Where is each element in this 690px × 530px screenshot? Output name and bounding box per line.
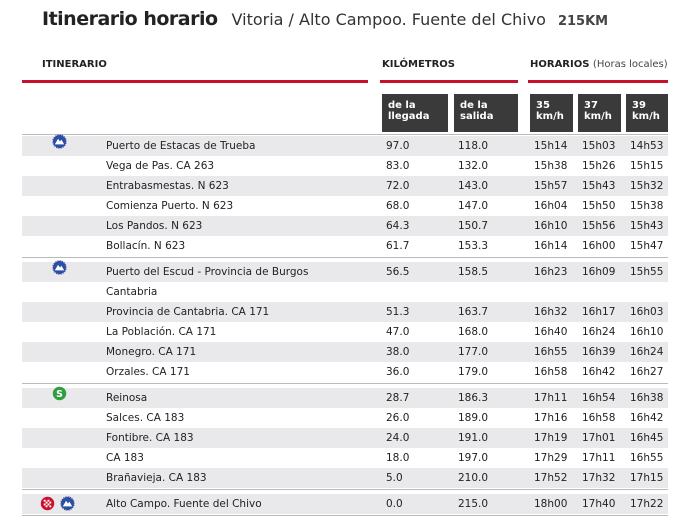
km-salida: 147.0 [458,200,489,212]
time-39: 16h45 [630,432,664,444]
time-39: 15h38 [630,200,664,212]
table-row [22,342,668,362]
place-name: Bollacín. N 623 [106,240,186,252]
time-35: 16h04 [534,200,568,212]
place-name: Entrabasmestas. N 623 [106,180,229,192]
time-35: 16h40 [534,326,568,338]
time-39: 14h53 [630,140,664,152]
km-llegada: 47.0 [386,326,410,338]
place-name: La Población. CA 171 [106,326,217,338]
table-row [22,388,668,408]
table-bottom-border [22,515,668,516]
km-salida: 143.0 [458,180,489,192]
km-salida: 163.7 [458,306,489,318]
table-row [22,428,668,448]
col-km-llegada: de la llegada [382,94,448,132]
table-row [22,262,668,282]
divider-itinerario [22,80,368,83]
time-37: 17h40 [582,498,616,510]
col-speed-35: 35 km/h [530,94,573,132]
table-row [22,236,668,256]
time-37: 16h58 [582,412,616,424]
km-salida: 197.0 [458,452,489,464]
time-35: 17h29 [534,452,568,464]
time-39: 15h47 [630,240,664,252]
sprint-icon [52,386,67,401]
table-row [22,176,668,196]
km-llegada: 38.0 [386,346,410,358]
km-salida: 189.0 [458,412,489,424]
mountain-kom-icon [60,496,75,511]
time-37: 17h01 [582,432,616,444]
section-itinerario: ITINERARIO [42,59,107,70]
time-35: 18h00 [534,498,568,510]
place-name: Puerto del Escud - Provincia de Burgos [106,266,309,278]
time-35: 16h14 [534,240,568,252]
time-39: 16h55 [630,452,664,464]
km-llegada: 83.0 [386,160,410,172]
table-row [22,362,668,382]
time-39: 15h55 [630,266,664,278]
time-37: 15h56 [582,220,616,232]
time-35: 16h32 [534,306,568,318]
time-37: 16h24 [582,326,616,338]
horarios-sublabel: (Horas locales) [592,59,668,70]
table-row [22,156,668,176]
time-35: 16h10 [534,220,568,232]
km-llegada: 61.7 [386,240,410,252]
time-39: 15h43 [630,220,664,232]
section-kilometros: KILÓMETROS [382,59,455,70]
table-top-border [22,134,668,135]
place-name: Puerto de Estacas de Trueba [106,140,256,152]
table-row [22,468,668,488]
km-salida: 168.0 [458,326,489,338]
table-row [22,322,668,342]
time-37: 16h54 [582,392,616,404]
time-39: 16h03 [630,306,664,318]
time-37: 15h43 [582,180,616,192]
col-km-salida: de la salida [454,94,518,132]
place-name: Comienza Puerto. N 623 [106,200,234,212]
section-horarios [530,59,668,70]
time-39: 16h10 [630,326,664,338]
km-salida: 158.5 [458,266,489,278]
place-name: Alto Campo. Fuente del Chivo [106,498,262,510]
time-39: 17h22 [630,498,664,510]
time-39: 16h42 [630,412,664,424]
time-35: 16h23 [534,266,568,278]
km-llegada: 97.0 [386,140,410,152]
km-salida: 132.0 [458,160,489,172]
place-name: Los Pandos. N 623 [106,220,203,232]
col-speed-39: 39 km/h [626,94,668,132]
itinerary-table [22,136,668,516]
km-salida: 186.3 [458,392,489,404]
time-39: 17h15 [630,472,664,484]
km-llegada: 68.0 [386,200,410,212]
time-39: 16h24 [630,346,664,358]
route-distance: 215KM [557,14,609,29]
col-speed-37: 37 km/h [578,94,621,132]
table-row [22,408,668,428]
km-llegada: 26.0 [386,412,410,424]
km-llegada: 18.0 [386,452,410,464]
km-llegada: 64.3 [386,220,410,232]
km-llegada: 24.0 [386,432,410,444]
time-37: 15h03 [582,140,616,152]
time-37: 17h32 [582,472,616,484]
divider-kilometros [380,80,518,83]
km-salida: 210.0 [458,472,489,484]
time-37: 16h17 [582,306,616,318]
time-39: 15h32 [630,180,664,192]
km-salida: 153.3 [458,240,489,252]
time-37: 17h11 [582,452,616,464]
km-salida: 191.0 [458,432,489,444]
km-salida: 150.7 [458,220,489,232]
place-name: Orzales. CA 171 [106,366,190,378]
time-37: 16h09 [582,266,616,278]
mountain-kom-icon [52,134,67,149]
place-name: Cantabria [106,286,158,298]
mountain-kom-icon [52,260,67,275]
km-salida: 177.0 [458,346,489,358]
time-39: 15h15 [630,160,664,172]
time-35: 17h16 [534,412,568,424]
time-35: 16h55 [534,346,568,358]
place-name: Provincia de Cantabria. CA 171 [106,306,270,318]
km-llegada: 56.5 [386,266,410,278]
page-header [42,8,608,30]
time-35: 15h38 [534,160,568,172]
time-35: 17h19 [534,432,568,444]
place-name: Salces. CA 183 [106,412,185,424]
place-name: Vega de Pas. CA 263 [106,160,215,172]
table-row [22,448,668,468]
table-row [22,494,668,514]
table-row [22,196,668,216]
km-llegada: 51.3 [386,306,410,318]
time-37: 16h42 [582,366,616,378]
km-llegada: 5.0 [386,472,403,484]
divider-horarios [528,80,668,83]
table-row [22,282,668,302]
time-35: 15h14 [534,140,568,152]
place-name: Fontibre. CA 183 [106,432,194,444]
table-row [22,136,668,156]
km-llegada: 28.7 [386,392,410,404]
km-salida: 215.0 [458,498,489,510]
time-35: 17h52 [534,472,568,484]
route-name: Vitoria / Alto Campoo. Fuente del Chivo [231,10,546,29]
time-37: 15h50 [582,200,616,212]
table-row [22,216,668,236]
km-llegada: 36.0 [386,366,410,378]
table-row [22,302,668,322]
place-name: Brañavieja. CA 183 [106,472,207,484]
time-37: 16h39 [582,346,616,358]
place-name: Monegro. CA 171 [106,346,197,358]
km-llegada: 0.0 [386,498,403,510]
time-37: 16h00 [582,240,616,252]
horarios-label: HORARIOS [530,59,590,70]
place-name: CA 183 [106,452,144,464]
time-39: 16h38 [630,392,664,404]
km-salida: 179.0 [458,366,489,378]
time-35: 16h58 [534,366,568,378]
svg-text:S: S [56,388,63,400]
km-salida: 118.0 [458,140,489,152]
km-llegada: 72.0 [386,180,410,192]
time-39: 16h27 [630,366,664,378]
place-name: Reinosa [106,392,148,404]
finish-icon [40,496,55,511]
page-title: Itinerario horario [42,8,218,30]
time-35: 17h11 [534,392,568,404]
time-35: 15h57 [534,180,568,192]
time-37: 15h26 [582,160,616,172]
